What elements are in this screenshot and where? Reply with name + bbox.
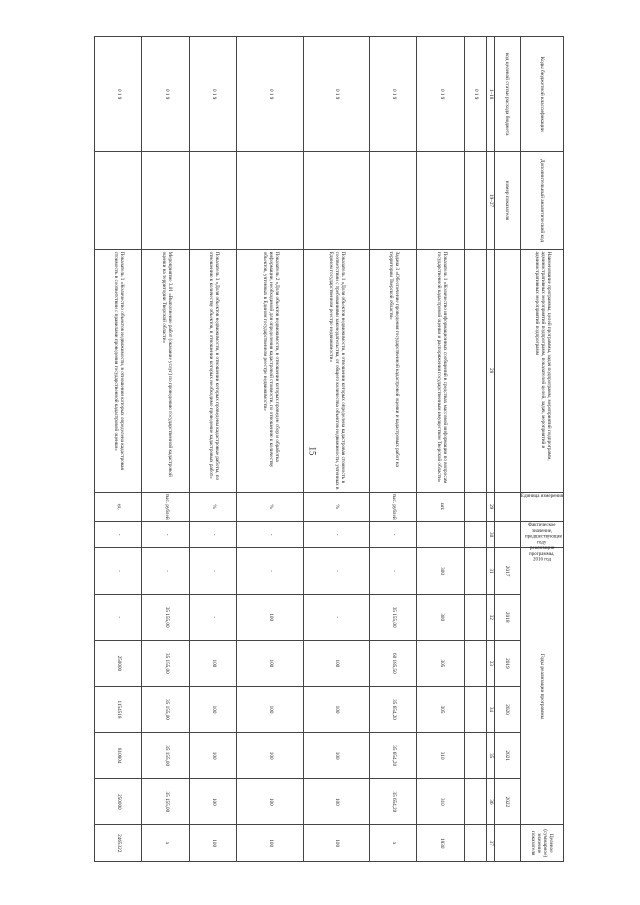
program-table <box>94 36 564 862</box>
code-cell: 0 1 9 <box>417 37 464 152</box>
header-unit: Единица измерения <box>520 492 563 521</box>
table-row <box>189 37 236 862</box>
header-budget-codes: код целевой статьи расхода бюджета <box>494 37 520 152</box>
year-value-cell: - <box>189 548 236 594</box>
year-value-cell: 305 <box>417 640 464 686</box>
table-row <box>303 37 369 862</box>
code-cell: 0 1 9 <box>142 37 189 152</box>
table-row <box>369 37 416 862</box>
year-value-cell: 100 <box>303 686 369 732</box>
year-2021: 2021 <box>494 733 520 779</box>
year-value-cell <box>464 686 486 732</box>
unit-cell: % <box>303 492 369 521</box>
colnum-36: 36 <box>486 779 494 825</box>
code-cell: 0 1 9 <box>95 37 142 152</box>
year-value-cell: 100 <box>237 733 303 779</box>
description-cell: Показатель 1 «Количество информационных сообщений в средствах массовой информации по вопросам государственной кадастровой оценки и распоряжения государственным имуществом Тверской области» <box>417 249 464 492</box>
fact-cell: - <box>95 521 142 548</box>
year-value-cell: - <box>189 594 236 640</box>
year-value-cell: 250000 <box>95 640 142 686</box>
colnum-35: 35 <box>486 733 494 779</box>
year-value-cell: 35 654,20 <box>369 779 416 825</box>
colnum-30: 30 <box>486 521 494 548</box>
year-value-cell: - <box>237 548 303 594</box>
unit-cell: тыс. рублей <box>142 492 189 521</box>
table-row <box>237 37 303 862</box>
year-value-cell: 305 <box>417 686 464 732</box>
description-cell: Задача 3 «Обеспечение проведения государственной кадастровой оценки и кадастровых работ на территории Тверской области» <box>369 249 416 492</box>
unit-cell: тыс. рублей <box>369 492 416 521</box>
table-row <box>142 37 189 862</box>
target-cell: 1830 <box>417 825 464 862</box>
code-cell: 0 1 9 <box>303 37 369 152</box>
year-value-cell: 100 <box>237 640 303 686</box>
year-value-cell <box>464 548 486 594</box>
analytic-code-cell <box>369 152 416 249</box>
analytic-code-cell <box>189 152 236 249</box>
header-target: Целевое (суммарное) значение показателя <box>520 825 563 862</box>
colnum-29: 29 <box>486 492 494 521</box>
year-value-cell <box>464 733 486 779</box>
description-cell <box>464 249 486 492</box>
header-fact: Фактическое значение, предшествующее году реализации программы, 2016 год <box>520 521 563 548</box>
year-2017: 2017 <box>494 548 520 594</box>
colnum-34: 34 <box>486 686 494 732</box>
colnum-codes: 1–18 <box>486 37 494 152</box>
analytic-code-cell <box>303 152 369 249</box>
year-value-cell: 35 155,00 <box>142 594 189 640</box>
target-cell: 100 <box>303 825 369 862</box>
year-value-cell: - <box>95 594 142 640</box>
target-cell <box>464 825 486 862</box>
fact-cell <box>417 521 464 548</box>
target-cell: x <box>369 825 416 862</box>
unit-cell: шт. <box>417 492 464 521</box>
header-analytic-codes: номер показателя <box>494 152 520 249</box>
year-value-cell <box>464 640 486 686</box>
header-name: Наименование программы, целей программы, задач подпрограмм, мероприятий подпрограмм, административных мероприятий подпрограмм, показателей целей, задач, мероприятий и административных мероприятий подпрограмм <box>520 249 563 492</box>
year-value-cell: 1154518 <box>95 686 142 732</box>
description-cell: Показатель 1 «Доля объектов недвижимости, в отношении которых определена кадастровая стоимость в соответствии с требованиями законодательства, от общего количества объектов недвижимости, учтенных в Едином государственном реестре недвижимости» <box>303 249 369 492</box>
header-analytic: Дополнительный аналитический код <box>520 152 563 249</box>
header-fact-spacer <box>494 521 520 548</box>
fact-cell: - <box>142 521 189 548</box>
year-value-cell <box>464 594 486 640</box>
code-cell: 0 1 9 <box>369 37 416 152</box>
year-value-cell: 35 155,00 <box>142 779 189 825</box>
year-value-cell: - <box>369 548 416 594</box>
table-row <box>464 37 486 862</box>
colnum-28: 28 <box>486 249 494 492</box>
year-value-cell: 300 <box>417 594 464 640</box>
fact-cell: - <box>237 521 303 548</box>
code-cell: 0 1 9 <box>189 37 236 152</box>
year-value-cell: - <box>303 594 369 640</box>
colnum-37: 37 <box>486 825 494 862</box>
table-row <box>95 37 142 862</box>
year-value-cell: 100 <box>189 640 236 686</box>
unit-cell <box>464 492 486 521</box>
fact-cell: - <box>369 521 416 548</box>
header-years: Годы реализации программы <box>520 548 563 825</box>
fact-cell: - <box>189 521 236 548</box>
code-cell: 0 1 9 <box>464 37 486 152</box>
year-value-cell: 310 <box>417 733 464 779</box>
year-value-cell: 35 155,00 <box>369 594 416 640</box>
year-value-cell: 250000 <box>95 779 142 825</box>
year-value-cell: - <box>142 548 189 594</box>
analytic-code-cell <box>464 152 486 249</box>
target-cell: x <box>142 825 189 862</box>
year-value-cell: 35 155,00 <box>142 640 189 686</box>
year-value-cell: 60 185,50 <box>369 640 416 686</box>
description-cell: Показатель 3 «Доля объектов недвижимости, в отношении которых проведены кадастровые работы, по отношению к количеству объектов, в отношении которых необходимо проведение кадастровых работ» <box>189 249 236 492</box>
year-value-cell: 310 <box>417 779 464 825</box>
year-value-cell: 35 654,20 <box>369 686 416 732</box>
year-2019: 2019 <box>494 640 520 686</box>
year-value-cell: 100 <box>237 594 303 640</box>
analytic-code-cell <box>142 152 189 249</box>
colnum-33: 33 <box>486 640 494 686</box>
target-cell: 2465322 <box>95 825 142 862</box>
header-unit-spacer <box>494 492 520 521</box>
colnum-31: 31 <box>486 548 494 594</box>
unit-cell: % <box>189 492 236 521</box>
analytic-code-cell <box>237 152 303 249</box>
year-value-cell: 100 <box>303 779 369 825</box>
year-2018: 2018 <box>494 594 520 640</box>
year-value-cell: 100 <box>189 779 236 825</box>
year-2022: 2022 <box>494 779 520 825</box>
page-number: 15 <box>307 446 318 456</box>
year-2020: 2020 <box>494 686 520 732</box>
year-value-cell: 100 <box>189 686 236 732</box>
year-value-cell: 35 155,00 <box>142 686 189 732</box>
year-value-cell <box>464 779 486 825</box>
year-value-cell: 100 <box>303 640 369 686</box>
target-cell: 100 <box>189 825 236 862</box>
colnum-analytic: 19–27 <box>486 152 494 249</box>
table-row <box>417 37 464 862</box>
year-value-cell: 810804 <box>95 733 142 779</box>
colnum-32: 32 <box>486 594 494 640</box>
description-cell: Показатель 2 «Доля объектов недвижимости, в отношении которых проведен сбор и обработка информации, необходимой для определения кадастровой стоимости, по отношению к количеству объектов, учтенных в Едином государственном реестре недвижимости» <box>237 249 303 492</box>
year-value-cell: 100 <box>303 733 369 779</box>
analytic-code-cell <box>95 152 142 249</box>
fact-cell: - <box>303 521 369 548</box>
header-name-spacer <box>494 249 520 492</box>
description-cell: Показатель 1 «Количество объектов недвижимости, в отношении которых определена кадастровая стоимость в соответствии с правилами проведения государственной кадастровой оценки» <box>95 249 142 492</box>
description-cell: Мероприятие 3.01 «Выполнение работ (оказание услуг) по проведению государственной кадастровой оценки на территории Тверской области» <box>142 249 189 492</box>
header-target-spacer <box>494 825 520 862</box>
year-value-cell: 35 155,00 <box>142 733 189 779</box>
header-budget: Коды бюджетной классификации <box>520 37 563 152</box>
unit-cell: % <box>237 492 303 521</box>
rotated-table-page <box>94 36 564 862</box>
target-cell: 100 <box>237 825 303 862</box>
unit-cell: ед. <box>95 492 142 521</box>
year-value-cell: - <box>303 548 369 594</box>
code-cell: 0 1 9 <box>237 37 303 152</box>
year-value-cell: 300 <box>417 548 464 594</box>
year-value-cell: 100 <box>237 779 303 825</box>
year-value-cell: - <box>95 548 142 594</box>
year-value-cell: 35 654,20 <box>369 733 416 779</box>
fact-cell <box>464 521 486 548</box>
year-value-cell: 100 <box>189 733 236 779</box>
analytic-code-cell <box>417 152 464 249</box>
year-value-cell: 100 <box>237 686 303 732</box>
